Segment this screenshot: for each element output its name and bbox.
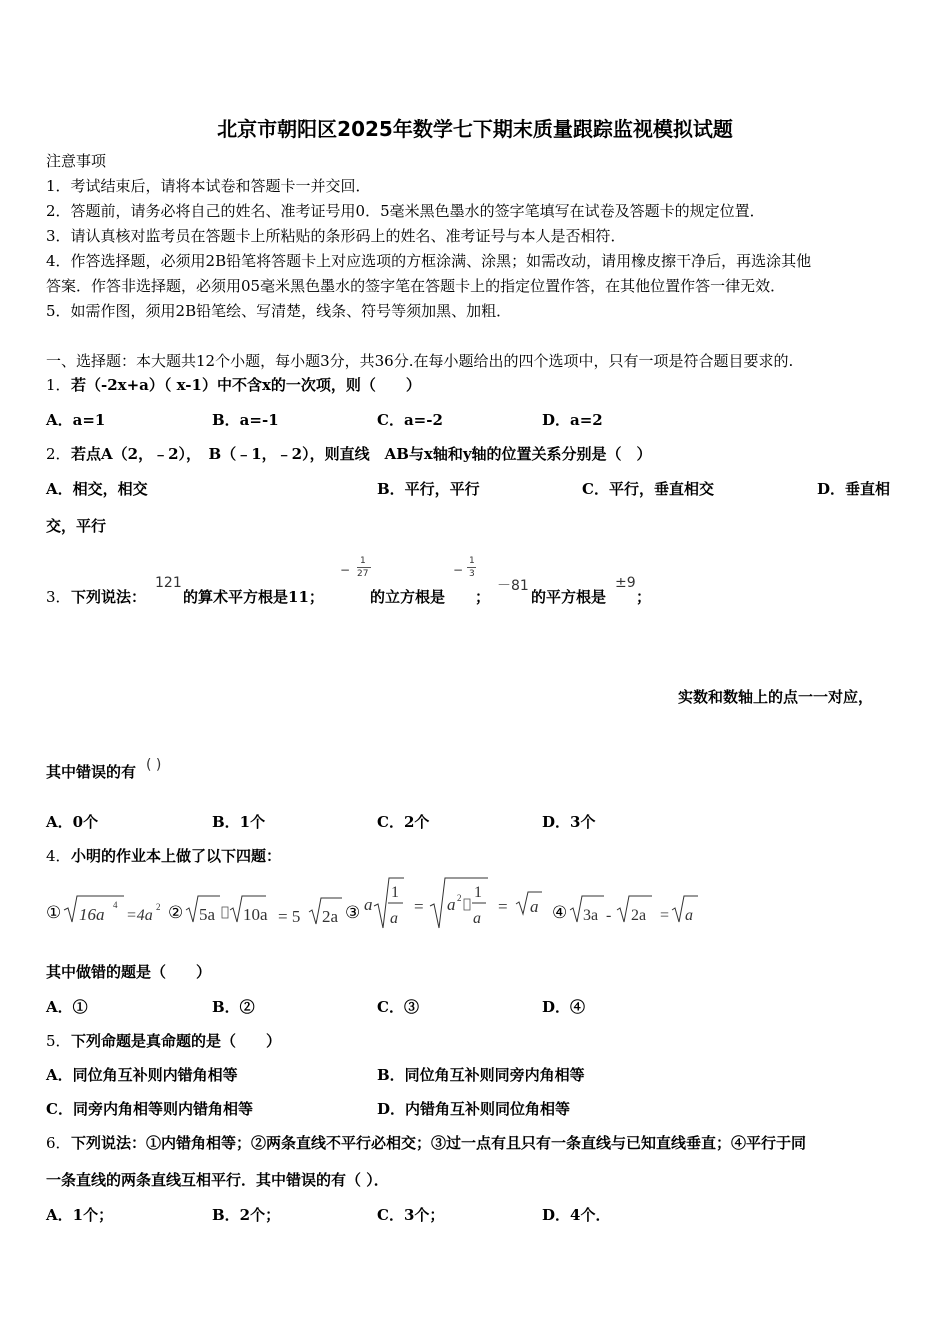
q4-formula-4-mark: ④	[552, 903, 568, 922]
q4-formula-4-result: a	[685, 907, 693, 924]
q5-option-c: C．同旁内角相等则内错角相等	[46, 1100, 253, 1118]
q6-stem-cont: 一条直线的两条直线互相平行．其中错误的有（ ）．	[46, 1171, 389, 1189]
q5-stem: 下列命题是真命题的是（ ）	[71, 1032, 282, 1050]
notice-item-3: 3．请认真核对监考员在答题卡上所粘贴的条形码上的姓名、准考证号与本人是否相符．	[46, 227, 626, 245]
q4-option-c: C．③	[377, 998, 419, 1016]
notice-item-1: 1．考试结束后，请将本试卷和答题卡一并交回．	[46, 177, 371, 195]
q3-option-a: A．0个	[46, 813, 99, 831]
q4-formula-3-coef: a	[364, 895, 373, 914]
q2-number: 2．	[46, 445, 71, 463]
q4-formula-3-result: a	[530, 897, 539, 916]
q6-option-b: B．2个；	[212, 1206, 281, 1224]
q4-formula-1-exp: 4	[113, 900, 118, 910]
q3-answer-paren: ( )	[146, 757, 162, 773]
notice-heading: 注意事项	[46, 152, 107, 170]
q1-option-a: A．a=1	[46, 411, 106, 429]
q4-formula-2-result: = 5	[278, 907, 301, 926]
q2-stem: 若点A（2，﹣2）， B（﹣1，﹣2），则直线 AB与x轴和y轴的位置关系分别是（ ）	[71, 445, 652, 463]
q2-option-d-cont: 交，平行	[46, 517, 107, 535]
q4-formula-1-result: =4a	[126, 907, 153, 924]
q4-formula-3-a2-exp: 2	[457, 893, 462, 903]
q3-fraction-minus-1-3: − 1 3	[453, 556, 475, 579]
q4-formula-1-radicand: 16a	[79, 905, 105, 924]
q3-number-minus-81: －81	[497, 578, 529, 594]
q1-option-b: B．a=-1	[212, 411, 279, 429]
q5-number: 5．	[46, 1032, 71, 1050]
q6-option-d: D．4个．	[542, 1206, 611, 1224]
q5-option-b: B．同位角互补则同旁内角相等	[377, 1066, 585, 1084]
q4-formula-3-eq-2: =	[498, 897, 508, 916]
notice-item-5: 5．如需作图，须用2B铅笔绘、写清楚，线条、符号等须加黑、加粗．	[46, 302, 512, 320]
q3-option-b: B．1个	[212, 813, 266, 831]
q3-plus-minus-9: ±9	[615, 575, 636, 591]
q3-text-1: 的算术平方根是11；	[183, 588, 324, 606]
notice-item-4-cont: 答案．作答非选择题，必须用05毫米黑色墨水的签字笔在答题卡上的指定位置作答，在其他位置作答一律无效．	[46, 277, 786, 295]
q6-number: 6．	[46, 1134, 71, 1152]
q4-formula-3-dot-box	[464, 899, 470, 910]
q1-stem: 若（-2x+a）（ x-1）中不含x的一次项，则（ ）	[71, 376, 421, 394]
notice-item-2: 2．答题前，请务必将自己的姓名、准考证号用0．5毫米黑色墨水的签字笔填写在试卷及答题卡的规定位置．	[46, 202, 765, 220]
page-title: 北京市朝阳区2025年数学七下期末质量跟踪监视模拟试题	[217, 117, 733, 141]
q4-formula-3-denominator: a	[390, 910, 398, 927]
q4-formula-4-minus: -	[606, 907, 612, 924]
q3-text-2: 的立方根是	[370, 588, 446, 606]
q4-formula-1-mark: ①	[46, 903, 62, 922]
q1-number: 1．	[46, 376, 71, 394]
section-heading: 一、选择题：本大题共12个小题，每小题3分，共36分.在每小题给出的四个选项中，只有一项是符合题目要求的.	[46, 352, 794, 370]
q3-real-number-statement: 实数和数轴上的点一一对应，	[678, 688, 874, 706]
q4-formula-3-mark: ③	[345, 903, 361, 922]
q4-formula-2-result-radicand: 2a	[322, 907, 339, 926]
q4-formula-3-eq: =	[414, 897, 424, 916]
q1-option-c: C．a=-2	[377, 411, 443, 429]
q2-option-a: A．相交，相交	[46, 480, 148, 498]
q4-option-a: A．①	[46, 998, 88, 1016]
q5-option-d: D．内错角互补则同位角相等	[377, 1100, 571, 1118]
q3-option-d: D．3个	[542, 813, 596, 831]
q4-number: 4．	[46, 847, 71, 865]
q4-option-d: D．④	[542, 998, 586, 1016]
q4-formula-2-dot-box	[222, 907, 228, 918]
q4-option-b: B．②	[212, 998, 255, 1016]
q4-wrong-question: 其中做错的题是（ ）	[46, 963, 212, 981]
q4-formulas	[44, 872, 704, 942]
q3-text-3: ；	[475, 588, 491, 606]
q1-option-d: D．a=2	[542, 411, 603, 429]
q4-formula-3-numerator-2: 1	[474, 884, 482, 901]
q4-formula-4-radicand-2: 2a	[631, 907, 647, 924]
q3-lead: 下列说法：	[71, 588, 147, 606]
q4-stem: 小明的作业本上做了以下四题：	[71, 847, 282, 865]
q4-formula-3-a2: a	[447, 895, 456, 914]
q2-option-d: D．垂直相	[817, 480, 891, 498]
q3-number: 3．	[46, 588, 71, 606]
q4-formula-4-eq: =	[660, 907, 670, 924]
q6-option-c: C．3个；	[377, 1206, 445, 1224]
q3-option-c: C．2个	[377, 813, 430, 831]
q3-text-5: ；	[636, 588, 652, 606]
q6-option-a: A．1个；	[46, 1206, 114, 1224]
q4-formula-1-result-exp: 2	[156, 902, 161, 912]
q4-formula-3-denominator-2: a	[473, 910, 481, 927]
q3-wrong-lead: 其中错误的有	[46, 763, 137, 781]
q3-fraction-minus-1-27: − 1 27	[340, 556, 374, 590]
q6-stem: 下列说法：①内错角相等；②两条直线不平行必相交；③过一点有且只有一条直线与已知直线垂直；④平行于同	[71, 1134, 807, 1152]
q4-formula-2-mark: ②	[168, 903, 184, 922]
q4-formula-4-radicand-1: 3a	[583, 907, 599, 924]
q3-text-4: 的平方根是	[531, 588, 607, 606]
q2-option-b: B．平行，平行	[377, 480, 480, 498]
q5-option-a: A．同位角互补则内错角相等	[46, 1066, 238, 1084]
q4-formula-2-radicand-1: 5a	[199, 905, 216, 924]
notice-item-4: 4．作答选择题，必须用2B铅笔将答题卡上对应选项的方框涂满、涂黑；如需改动，请用橡皮擦干净后，再选涂其他	[46, 252, 812, 270]
q4-formula-2-radicand-2: 10a	[243, 905, 268, 924]
q4-formula-3-numerator: 1	[391, 884, 399, 901]
q3-number-121: 121	[155, 575, 182, 591]
q2-option-c: C．平行，垂直相交	[582, 480, 714, 498]
